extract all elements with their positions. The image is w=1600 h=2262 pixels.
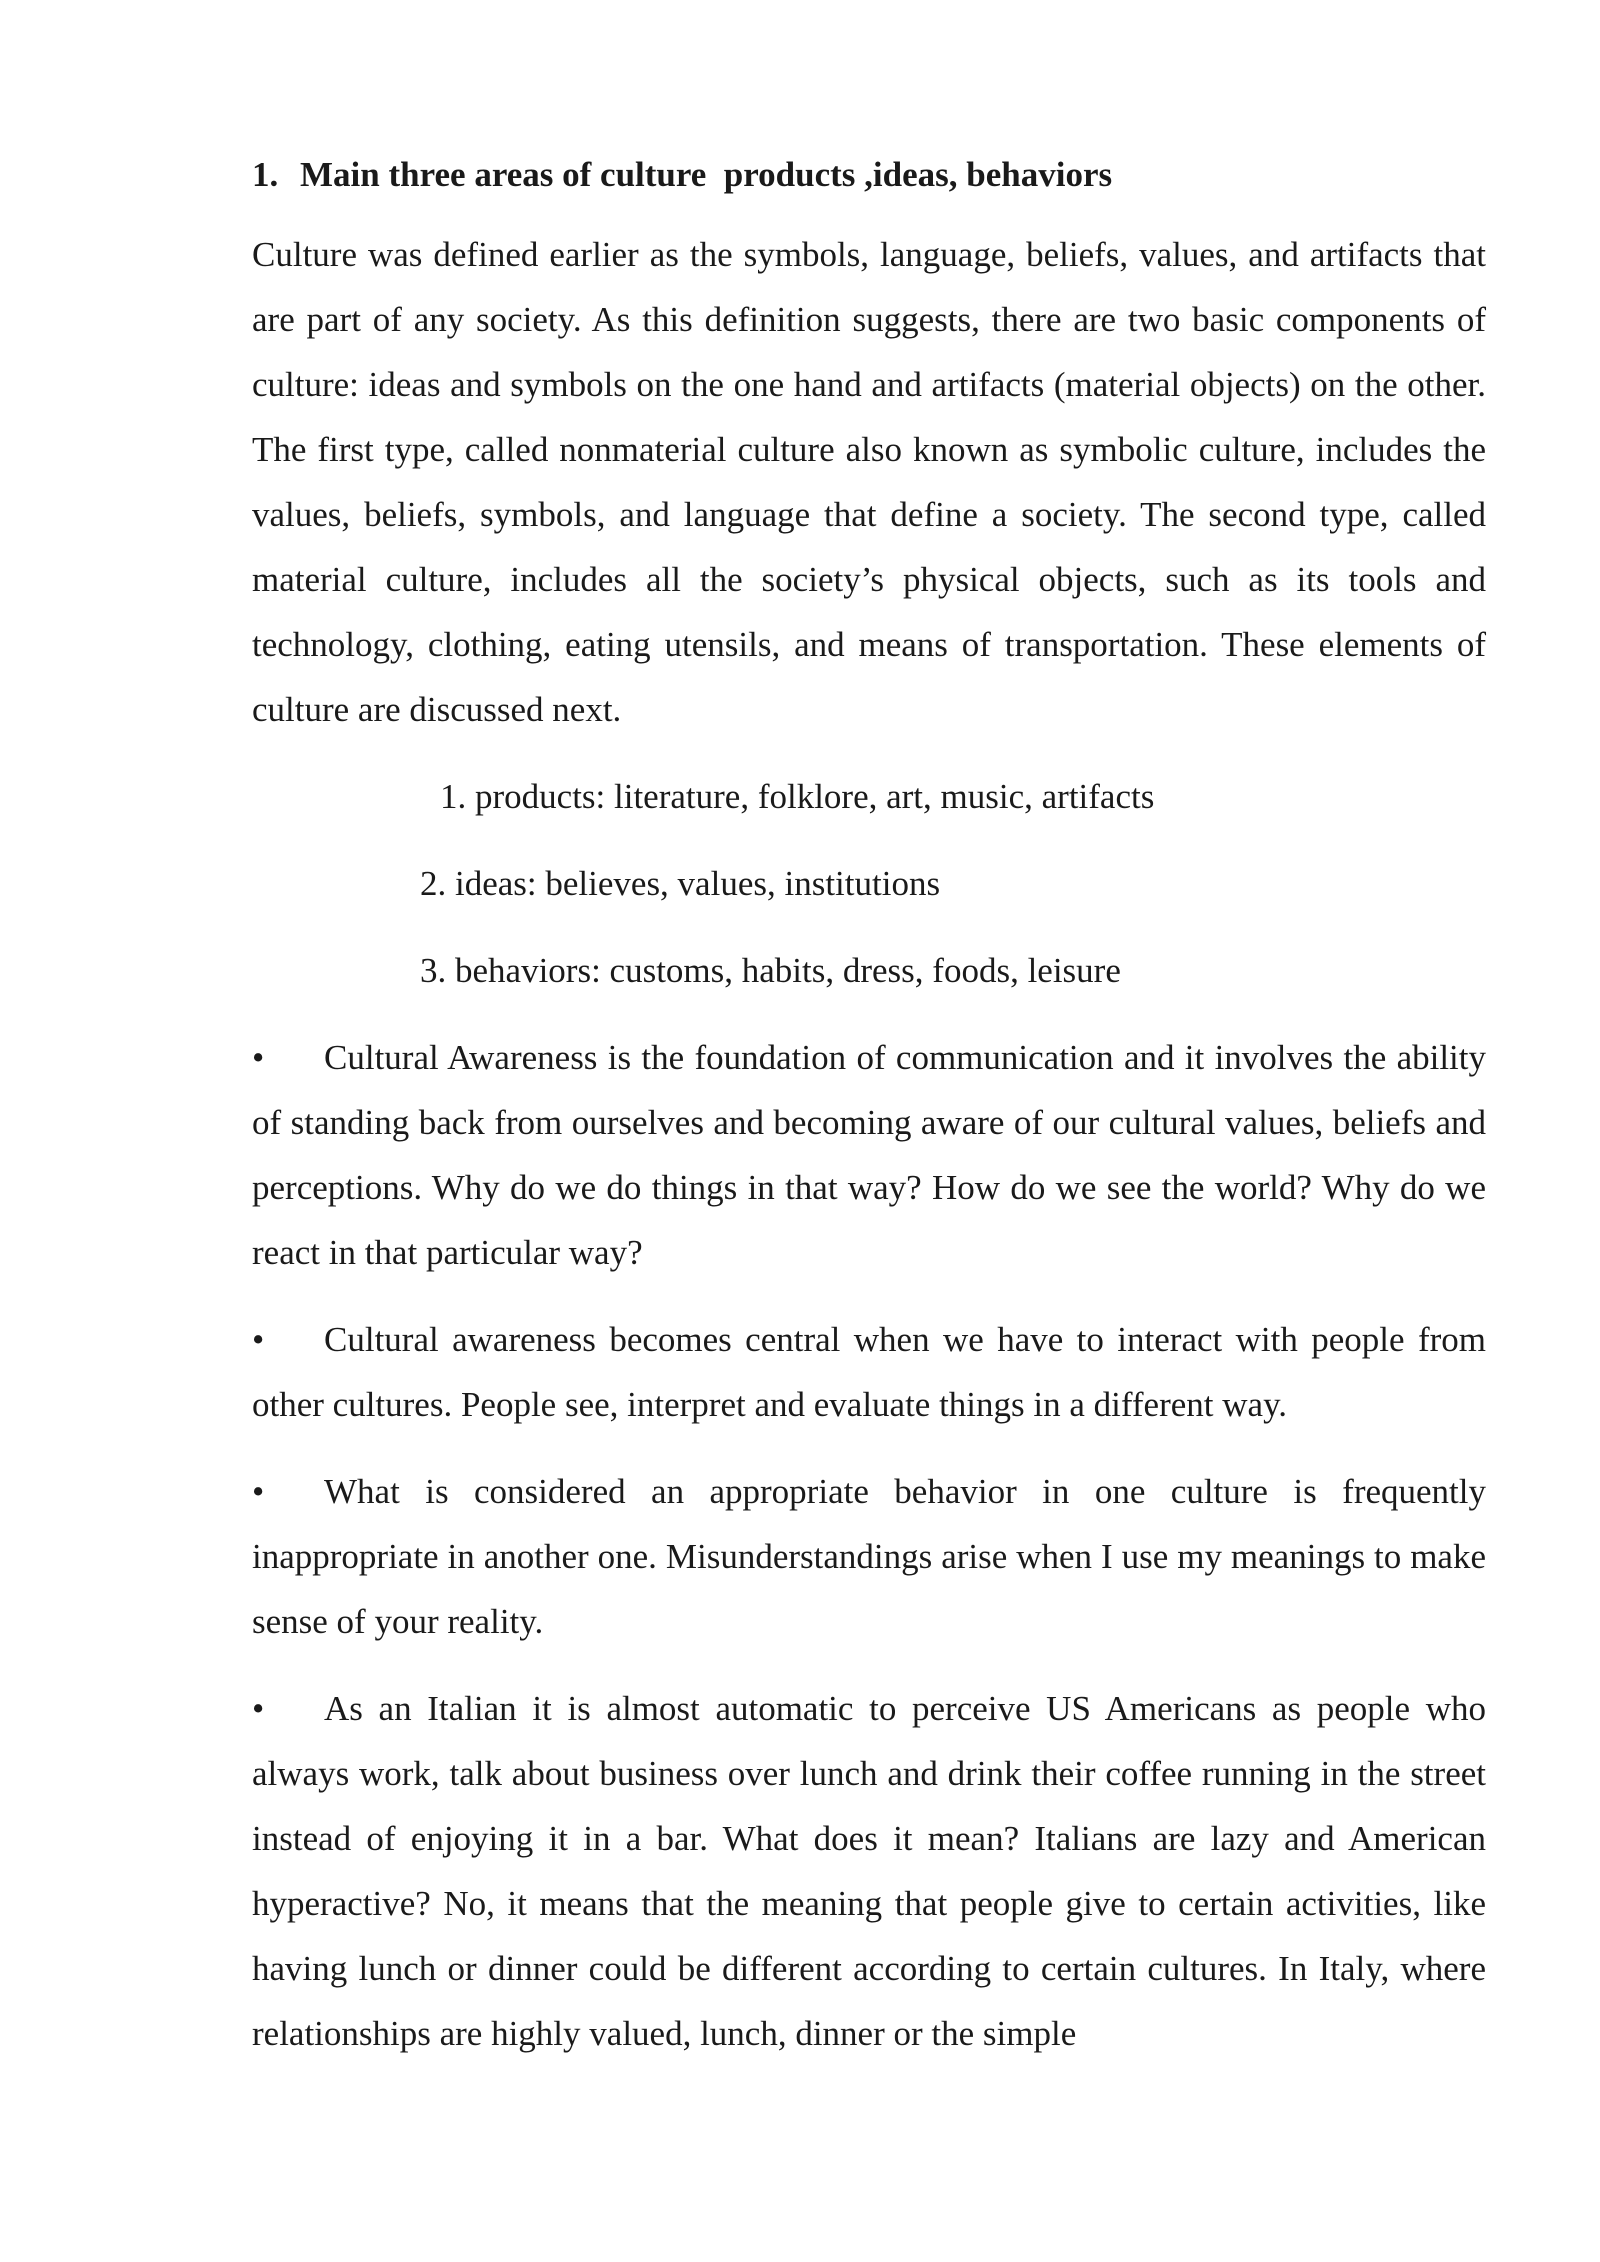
intro-paragraph: Culture was defined earlier as the symbols, language, beliefs, values, and artifacts that are part of any society. As this definition suggests, there are two basic components of culture: ideas and symbols on the one hand and artifacts (material objects) on the other. The first type, called nonmaterial culture also known as symbolic culture, includes the values, beliefs, symbols, and language that define a society. The second type, called material culture, includes all the society’s physical objects, such as its tools and technology, clothing, eating utensils, and means of transportation. These elements of culture are discussed next. (252, 235, 1486, 729)
bullet-paragraph-interaction (252, 1307, 1486, 1437)
list-item-products: 1. products: literature, folklore, art, music, artifacts (440, 777, 1155, 816)
bullet-text: Cultural awareness becomes central when we have to interact with people from other cultures. People see, interpret and evaluate things in a different way. (252, 1320, 1486, 1424)
bullet-paragraph-italian-example (252, 1676, 1486, 2066)
bullet-marker: • (252, 1472, 265, 1511)
document-page (252, 148, 1486, 2088)
list-item-behaviors: 3. behaviors: customs, habits, dress, foods, leisure (420, 951, 1121, 990)
bullet-paragraph-cultural-awareness (252, 1025, 1486, 1285)
list-item-ideas: 2. ideas: believes, values, institutions (420, 864, 941, 903)
culture-areas-list (252, 764, 1486, 1003)
section-title: Main three areas of culture products ,ideas, behaviors (300, 155, 1113, 194)
bullet-marker: • (252, 1320, 265, 1359)
bullet-marker: • (252, 1038, 265, 1077)
section-heading (252, 148, 1486, 202)
bullet-text: As an Italian it is almost automatic to perceive US Americans as people who always work, talk about business over lunch and drink their coffee running in the street instead of enjoying it in a bar. What does it mean? Italians are lazy and American hyperactive? No, it means that the meaning that people give to certain activities, like having lunch or dinner could be different according to certain cultures. In Italy, where relationships are highly valued, lunch, dinner or the simple (252, 1689, 1486, 2053)
bullet-marker: • (252, 1689, 265, 1728)
bullet-text: Cultural Awareness is the foundation of communication and it involves the ability of standing back from ourselves and becoming aware of our cultural values, beliefs and perceptions. Why do we do things in that way? How do we see the world? Why do we react in that particular way? (252, 1038, 1486, 1272)
bullet-paragraph-appropriate-behavior (252, 1459, 1486, 1654)
section-number: 1. (252, 155, 279, 194)
bullet-text: What is considered an appropriate behavior in one culture is frequently inappropriate in another one. Misunderstandings arise when I use my meanings to make sense of your reality. (252, 1472, 1486, 1641)
